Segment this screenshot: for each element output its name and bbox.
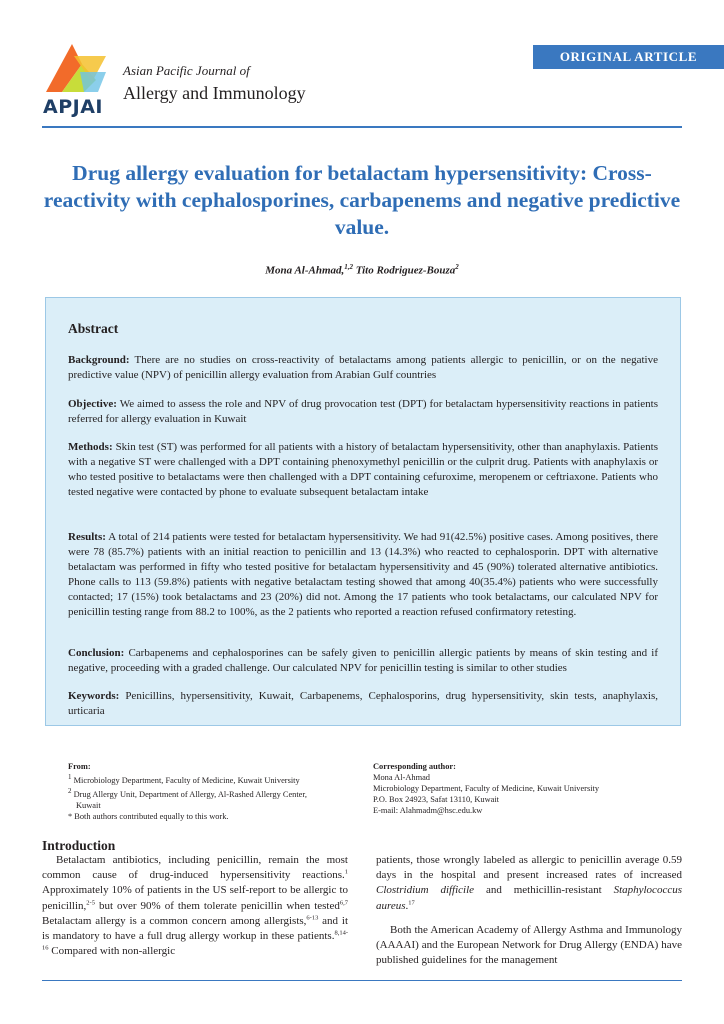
citation: 17 [408,898,415,906]
author-2: Tito Rodriguez-Bouza [355,264,456,277]
correspondence-name: Mona Al-Ahmad [373,773,430,782]
author-1: Mona Al-Ahmad, [265,264,345,277]
intro-text: . [405,899,409,912]
logo-text: APJAI [43,96,103,118]
intro-text: Compared with non-allergic [48,945,176,958]
author-list [42,263,682,277]
correspondence-dept: Microbiology Department, Faculty of Medicine, Kuwait University [373,784,600,793]
conclusion-text: Carbapenems and cephalosporines can be safely given to penicillin allergic patients by means of skin testing and if negative, proceeding with a graded challenge. Our calculated NPV for penicillin testing is similar to other studies [68,647,658,674]
equal-contribution-note: * Both authors contributed equally to this work. [68,811,229,821]
intro-paragraph-2: Both the American Academy of Allergy Asthma and Immunology (AAAAI) and the European Network for Drug Allergy (ENDA) have published guidelines for the management [376,923,682,967]
results-text: A total of 214 patients were tested for betalactam hypersensitivity. We had 91(42.5%) positive cases. Among positives, there were 78 (85.7%) patients with an initial reaction to penicillin and 13 (14.3%) who reacted to cephalosporin. DPT with alternative betalactam was performed in fifty who tested positive for betalactam hypersensitivity and 45 (90%) tolerated alternative antibiotics. Phone calls to 113 (59.8%) patients with negative betalactam testing showed that among 40(35.4%) patients who were successfully contacted; 17 (15%) took betalactams and 23 (20%) did not. Among the 17 patients who took betalactams, our calculated NPV for penicillin testing range from 88.2 to 100%, as the 2 patients who reported a reaction refused confirmatory retesting. [68,531,658,618]
objective-text: We aimed to assess the role and NPV of drug provocation test (DPT) for betalactam hypersensitivity reactions in patients referred for allergy evaluation in Kuwait [68,398,658,425]
apjai-logo-icon [40,42,110,100]
abstract-results [68,530,658,620]
objective-label: Objective: [68,398,117,410]
article-type-badge: ORIGINAL ARTICLE [533,45,724,69]
abstract-methods [68,440,658,500]
aff2-number: 2 [68,786,72,795]
introduction-right-column [376,853,682,968]
journal-name-line1: Asian Pacific Journal of [123,63,250,78]
abstract-background [68,353,658,383]
author-2-affiliation: 2 [455,263,459,271]
aff1-text: Microbiology Department, Faculty of Medicine, Kuwait University [73,775,300,785]
aff2-text-cont: Kuwait [76,800,101,810]
conclusion-label: Conclusion: [68,647,125,659]
article-title: Drug allergy evaluation for betalactam hypersensitivity: Cross-reactivity with cephalosporines, carbapenems and negative predictive value. [43,161,681,239]
methods-text: Skin test (ST) was performed for all patients with a history of betalactam hypersensitivity, other than anaphylaxis. Patients with a negative ST were challenged with a DPT containing phenoxymethyl penicillin or the culprit drug. Patients with anaphylaxis or who tested positive to betalactams were then challenged with a DPT containing cefuroxime, meropenem or ceftriaxone. Patients who tested negative were contacted by phone to evaluate subsequent betalactam intake [68,441,659,498]
from-label: From: [68,762,91,771]
header-divider [42,126,682,128]
abstract-objective [68,397,658,427]
footer-divider [42,980,682,981]
intro-text: Betalactam allergy is a common concern among allergists, [42,914,307,927]
background-text: There are no studies on cross-reactivity of betalactams among patients allergic to penicillin, or on the negative predictive value (NPV) of penicillin allergy evaluation from Arabian Gulf countries [68,354,658,381]
author-1-affiliation: 1,2 [344,263,354,271]
keywords-text: Penicillins, hypersensitivity, Kuwait, Carbapenems, Cephalosporins, drug hypersensitivity, skin tests, anaphylaxis, urticaria [68,690,658,717]
aff1-number: 1 [68,773,72,781]
abstract-heading: Abstract [68,321,119,336]
intro-text: and methicillin-resistant [474,884,614,897]
citation: 2-5 [86,898,95,906]
citation: 8,14-16 [42,929,348,952]
aff2-text: Drug Allergy Unit, Department of Allergy, Al-Rashed Allergy Center, [73,789,307,799]
intro-text: and it is mandatory to have a full drug allergy workup in these patients. [42,914,348,943]
citation: 6-13 [306,914,319,922]
intro-text: patients, those wrongly labeled as allergic to penicillin average 0.59 days in the hospital and present increased rates of increased [376,854,682,882]
methods-label: Methods: [68,441,113,453]
citation: 6,7 [339,898,348,906]
introduction-heading: Introduction [42,838,116,853]
intro-paragraph-1 [42,853,348,959]
keywords-label: Keywords: [68,690,120,702]
introduction-left-column [42,853,348,959]
correspondence [373,761,683,816]
intro-paragraph-1-cont [376,853,682,914]
intro-text: Approximately 10% of patients in the US self-report to be allergic to penicillin, [42,884,348,912]
intro-text: but over 90% of them tolerate penicillin when tested [94,899,340,912]
abstract-conclusion [68,646,658,676]
intro-text: Betalactam antibiotics, including penicillin, remain the most common cause of drug-induced hypersensitivity reactions. [42,854,348,882]
abstract-keywords [68,689,658,719]
species-name: Clostridium difficile [376,884,475,897]
citation: 1 [344,868,348,876]
background-label: Background: [68,354,130,366]
journal-name-line2: Allergy and Immunology [123,83,306,103]
affiliations [68,761,368,822]
correspondence-email: E-mail: Alahmadm@hsc.edu.kw [373,806,483,815]
results-label: Results: [68,531,106,543]
correspondence-label: Corresponding author: [373,762,456,771]
species-name: Staphylococcus aureus [376,884,682,912]
correspondence-address: P.O. Box 24923, Safat 13110, Kuwait [373,795,500,804]
